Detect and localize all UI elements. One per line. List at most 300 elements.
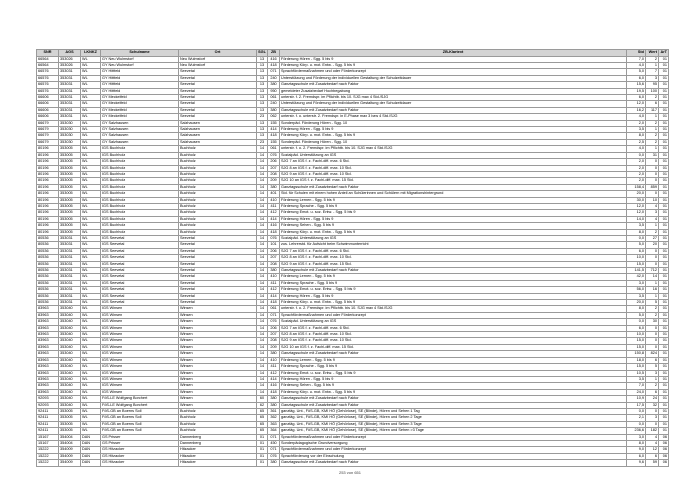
cell-sgl: 14 — [257, 300, 268, 306]
cell-lknkz: WL — [81, 351, 101, 357]
cell-snr: 80536 — [37, 274, 59, 280]
cell-zb-klartext: Sozialpäd. Unterstützung an IGS — [280, 152, 627, 158]
cell-sgl: 14 — [257, 287, 268, 293]
cell-lknkz: WL — [81, 383, 101, 389]
cell-zb-klartext: Förderung Lernen - Sgg. 5 bis 9 — [280, 197, 627, 203]
cell-ort: Winsen — [179, 357, 257, 363]
cell-ags: 353031 — [59, 101, 81, 107]
cell-schulname: GY Hittfeld — [101, 69, 179, 75]
cell-art: 01 — [659, 274, 669, 280]
cell-zb-klartext: Förderung Sprache - Sgg. 5 bis 9 — [280, 364, 627, 370]
cell-wert: 1 — [646, 223, 659, 229]
cell-snr: 66606 — [37, 107, 59, 113]
cell-ags: 353005 — [59, 171, 81, 177]
cell-wert: 32 — [646, 402, 659, 408]
cell-std: 15,0 — [627, 261, 646, 267]
cell-zb-klartext: Std. für Schulen mit einem hohen Anteil an Schülerinnen und Schülern mit Migrationshintergrund — [280, 191, 627, 197]
cell-sgl: 13 — [257, 88, 268, 94]
cell-snr: 15222 — [37, 460, 59, 466]
cell-lknkz: DAN — [81, 453, 101, 459]
cell-zb: 410 — [268, 357, 280, 363]
cell-std: 12,0 — [627, 101, 646, 107]
cell-art: 01 — [659, 88, 669, 94]
cell-std: 9,0 — [627, 447, 646, 453]
cell-wert: 0 — [646, 344, 659, 350]
cell-ags: 353026 — [59, 63, 81, 69]
cell-wert: 30 — [646, 319, 659, 325]
cell-ags: 353031 — [59, 280, 81, 286]
cell-ort: Buchholz — [179, 171, 257, 177]
cell-schulname: GY Meckelfeld — [101, 114, 179, 120]
cell-wert: 2 — [646, 120, 659, 126]
cell-snr: 92411 — [37, 421, 59, 427]
cell-snr: 66576 — [37, 75, 59, 81]
cell-art: 01 — [659, 171, 669, 177]
cell-ort: Seevetal — [179, 235, 257, 241]
cell-schulname: IGS Winsen — [101, 306, 179, 312]
cell-zb: 101 — [268, 242, 280, 248]
cell-schulname: IGS Buchholz — [101, 216, 179, 222]
cell-schulname: GY Meckelfeld — [101, 101, 179, 107]
cell-ags: 353031 — [59, 88, 81, 94]
cell-ort: Winsen — [179, 364, 257, 370]
cell-snr: 66576 — [37, 82, 59, 88]
cell-ags: 353031 — [59, 82, 81, 88]
cell-art: 01 — [659, 306, 669, 312]
cell-wert: 14 — [646, 274, 659, 280]
page-footer: 253 von 651 — [338, 470, 362, 475]
cell-wert: 2 — [646, 133, 659, 139]
cell-std: 10,0 — [627, 332, 646, 338]
cell-lknkz: WL — [81, 338, 101, 344]
cell-wert: 0 — [646, 338, 659, 344]
cell-wert: 4 — [646, 203, 659, 209]
cell-schulname: IGS Winsen — [101, 332, 179, 338]
cell-snr: 92093 — [37, 396, 59, 402]
cell-ags: 353031 — [59, 274, 81, 280]
cell-zb: 361 — [268, 408, 280, 414]
column-header-sgl: SGL — [258, 50, 266, 55]
cell-snr: 66679 — [37, 133, 59, 139]
cell-zb-klartext: SJG 8 an IGS f. z. Fachl-diff. max. 10 Std. — [280, 332, 627, 338]
cell-std: 2,5 — [627, 139, 646, 145]
cell-ort: Neu Wulmstorf — [179, 56, 257, 62]
cell-sgl: 14 — [257, 159, 268, 165]
cell-snr: 80196 — [37, 152, 59, 158]
cell-ort: Hitzacker — [179, 460, 257, 466]
cell-zb: 062 — [268, 114, 280, 120]
cell-zb: 380 — [268, 396, 280, 402]
cell-sgl: 14 — [257, 223, 268, 229]
cell-art: 01 — [659, 114, 669, 120]
cell-art: 01 — [659, 319, 669, 325]
cell-zb-klartext: Sonderpäd. Förderung Hören - Sgg. 10 — [280, 139, 627, 145]
cell-ort: Hitzacker — [179, 447, 257, 453]
cell-schulname: IGS Winsen — [101, 364, 179, 370]
cell-ags: 353005 — [59, 165, 81, 171]
cell-zb: 380 — [268, 184, 280, 190]
cell-ags: 353005 — [59, 178, 81, 184]
cell-zb-klartext: Sprachfördermaßnahmen und oder Förderkonzept — [280, 434, 627, 440]
cell-schulname: IGS Winsen — [101, 351, 179, 357]
cell-zb: 363 — [268, 421, 280, 427]
cell-lknkz: DAN — [81, 447, 101, 453]
cell-art: 01 — [659, 357, 669, 363]
cell-sgl: 13 — [257, 120, 268, 126]
cell-ort: Hitzacker — [179, 453, 257, 459]
cell-schulname: IGS Buchholz — [101, 159, 179, 165]
cell-sgl: 65 — [257, 421, 268, 427]
cell-ags: 353040 — [59, 396, 81, 402]
cell-wert: 0 — [646, 171, 659, 177]
cell-std: 9,6 — [627, 460, 646, 466]
cell-wert: 0 — [646, 178, 659, 184]
cell-std: 15,6 — [627, 82, 646, 88]
cell-ags: 353005 — [59, 191, 81, 197]
cell-art: 01 — [659, 107, 669, 113]
cell-zb: 416 — [268, 223, 280, 229]
cell-art: 01 — [659, 133, 669, 139]
cell-zb-klartext: Ganztagsschule mit Zusatzbedarf nach Faktor — [280, 396, 627, 402]
cell-ort: Seevetal — [179, 287, 257, 293]
cell-zb: 380 — [268, 268, 280, 274]
cell-zb-klartext: unterstr. f. o. 2. Fremdspr. im Pflichtb. bis 10. SJG max 4 Std./SJG — [280, 306, 627, 312]
cell-ags: 353040 — [59, 376, 81, 382]
cell-snr: 92411 — [37, 408, 59, 414]
cell-zb-klartext: Förderung Lernen - Sgg. 5 bis 9 — [280, 357, 627, 363]
cell-zb: 414 — [268, 127, 280, 133]
cell-ort: Buchholz — [179, 146, 257, 152]
cell-std: 12,0 — [627, 203, 646, 209]
cell-std: 10,9 — [627, 396, 646, 402]
cell-lknkz: WL — [81, 312, 101, 318]
cell-wert: 2 — [646, 312, 659, 318]
cell-sgl: 13 — [257, 75, 268, 81]
cell-zb-klartext: Ganztagsschule mit Zusatzbedarf nach Faktor — [280, 402, 627, 408]
cell-lknkz: WL — [81, 235, 101, 241]
cell-art: 01 — [659, 261, 669, 267]
cell-sgl: 65 — [257, 415, 268, 421]
cell-ort: Seevetal — [179, 268, 257, 274]
cell-ags: 353031 — [59, 69, 81, 75]
cell-std: 15,0 — [627, 338, 646, 344]
cell-wert: 12 — [646, 447, 659, 453]
cell-zb: 401 — [268, 191, 280, 197]
cell-ags: 353031 — [59, 107, 81, 113]
cell-ags: 353040 — [59, 351, 81, 357]
cell-zb: 380 — [268, 82, 280, 88]
cell-sgl: 14 — [257, 383, 268, 389]
cell-snr: 80196 — [37, 165, 59, 171]
cell-zb-klartext: Förderung Emot. u. soz. Entw. - Sgg. 5 bis 9 — [280, 210, 627, 216]
cell-ags: 353026 — [59, 56, 81, 62]
cell-zb: 207 — [268, 255, 280, 261]
cell-wert: 0 — [646, 165, 659, 171]
cell-std: 3,5 — [627, 127, 646, 133]
cell-zb: 412 — [268, 210, 280, 216]
cell-ags: 354009 — [59, 453, 81, 459]
cell-lknkz: WL — [81, 268, 101, 274]
cell-zb-klartext: Förderung Hören - Sgg. 5 bis 9 — [280, 56, 627, 62]
cell-sgl: 13 — [257, 56, 268, 62]
cell-ort: Winsen — [179, 319, 257, 325]
cell-wert: 10 — [646, 197, 659, 203]
cell-art: 01 — [659, 191, 669, 197]
cell-lknkz: WL — [81, 210, 101, 216]
cell-std: 0,0 — [627, 235, 646, 241]
cell-art: 06 — [659, 460, 669, 466]
cell-ort: Seevetal — [179, 242, 257, 248]
cell-ort: Winsen — [179, 383, 257, 389]
cell-art: 01 — [659, 383, 669, 389]
cell-schulname: IGS Seevetal — [101, 287, 179, 293]
cell-art: 01 — [659, 152, 669, 158]
table-row — [37, 460, 669, 466]
cell-sgl: 65 — [257, 408, 268, 414]
cell-ort: Winsen — [179, 338, 257, 344]
cell-sgl: 14 — [257, 312, 268, 318]
cell-ags: 353005 — [59, 408, 81, 414]
cell-std: 2,0 — [627, 159, 646, 165]
cell-ort: Dannenberg — [179, 434, 257, 440]
cell-std: 7,0 — [627, 56, 646, 62]
cell-wert: 5 — [646, 364, 659, 370]
cell-schulname: IGS Seevetal — [101, 248, 179, 254]
cell-schulname: IGS Winsen — [101, 389, 179, 395]
cell-snr: 66564 — [37, 63, 59, 69]
cell-zb-klartext: Förderung Körp. u. mot. Entw. - Sgg. 5 bis 9 — [280, 63, 627, 69]
cell-wert: 1 — [646, 127, 659, 133]
cell-std: 12,0 — [627, 210, 646, 216]
cell-zb-klartext: SJG 8 an IGS f. z. Fachl-diff. max. 10 Std. — [280, 165, 627, 171]
cell-sgl: 14 — [257, 248, 268, 254]
cell-art: 01 — [659, 344, 669, 350]
cell-zb: 414 — [268, 376, 280, 382]
cell-sgl: 13 — [257, 95, 268, 101]
cell-snr: 83963 — [37, 357, 59, 363]
cell-art: 01 — [659, 364, 669, 370]
cell-lknkz: WL — [81, 69, 101, 75]
cell-ort: Buchholz — [179, 159, 257, 165]
cell-wert: 24 — [646, 396, 659, 402]
cell-sgl: 14 — [257, 146, 268, 152]
cell-sgl: 14 — [257, 203, 268, 209]
cell-art: 01 — [659, 69, 669, 75]
cell-lknkz: WL — [81, 216, 101, 222]
cell-lknkz: WL — [81, 428, 101, 434]
cell-zb: 416 — [268, 56, 280, 62]
cell-wert: 0 — [646, 255, 659, 261]
cell-snr: 66679 — [37, 120, 59, 126]
cell-art: 01 — [659, 235, 669, 241]
cell-snr: 66606 — [37, 95, 59, 101]
cell-lknkz: WL — [81, 146, 101, 152]
cell-lknkz: WL — [81, 402, 101, 408]
cell-ags: 353031 — [59, 255, 81, 261]
cell-std: 30,0 — [627, 197, 646, 203]
cell-wert: 6 — [646, 357, 659, 363]
cell-art: 01 — [659, 396, 669, 402]
cell-zb: 418 — [268, 389, 280, 395]
cell-art: 06 — [659, 453, 669, 459]
cell-schulname: GY Hittfeld — [101, 75, 179, 81]
cell-lknkz: DAN — [81, 460, 101, 466]
cell-ags: 353040 — [59, 319, 81, 325]
cell-ort: Buchholz — [179, 178, 257, 184]
cell-std: 7,0 — [627, 383, 646, 389]
cell-wert: 3 — [646, 210, 659, 216]
cell-sgl: 01 — [257, 434, 268, 440]
cell-wert: 0 — [646, 159, 659, 165]
cell-sgl: 23 — [257, 139, 268, 145]
cell-ags: 353030 — [59, 120, 81, 126]
cell-art: 01 — [659, 165, 669, 171]
cell-std: 141,5 — [627, 268, 646, 274]
cell-std: 5,0 — [627, 312, 646, 318]
cell-zb: 208 — [268, 171, 280, 177]
cell-ags: 354009 — [59, 460, 81, 466]
cell-sgl: 65 — [257, 428, 268, 434]
cell-snr: 80536 — [37, 280, 59, 286]
cell-ags: 353040 — [59, 357, 81, 363]
cell-zb: 450 — [268, 440, 280, 446]
cell-art: 01 — [659, 216, 669, 222]
cell-ags: 353031 — [59, 268, 81, 274]
cell-snr: 83963 — [37, 364, 59, 370]
cell-zb-klartext: Sonderpäd. Förderung Hören - Sgg. 10 — [280, 120, 627, 126]
cell-zb: 076 — [268, 235, 280, 241]
cell-zb: 410 — [268, 274, 280, 280]
cell-snr: 66576 — [37, 88, 59, 94]
cell-schulname: IGS Buchholz — [101, 191, 179, 197]
cell-std: 6,0 — [627, 75, 646, 81]
cell-snr: 83963 — [37, 351, 59, 357]
cell-schulname: FöS-GB an Boerns Soll — [101, 421, 179, 427]
cell-sgl: 23 — [257, 114, 268, 120]
cell-lknkz: WL — [81, 287, 101, 293]
cell-art: 01 — [659, 248, 669, 254]
cell-schulname: IGS Winsen — [101, 319, 179, 325]
cell-zb: 380 — [268, 460, 280, 466]
cell-std: 8,0 — [627, 133, 646, 139]
cell-lknkz: WL — [81, 63, 101, 69]
cell-snr: 83963 — [37, 376, 59, 382]
cell-zb: 240 — [268, 75, 280, 81]
cell-zb-klartext: SJG 9 an IGS f. z. Fachl-diff. max. 10 Std. — [280, 171, 627, 177]
cell-wert: 6 — [646, 101, 659, 107]
cell-zb-klartext: ganztäg. Unt., FöS-GB, KMI HÖ (Gehörlose), SE (Blinde), Hören und Sehen 1 Tag — [280, 408, 627, 414]
cell-sgl: 14 — [257, 280, 268, 286]
cell-ags: 353005 — [59, 159, 81, 165]
cell-wert: 2 — [646, 306, 659, 312]
cell-wert: 3 — [646, 75, 659, 81]
cell-art: 06 — [659, 440, 669, 446]
cell-sgl: 14 — [257, 255, 268, 261]
cell-zb-klartext: Sprachfördermaßnahmen und oder Förderkonzept — [280, 312, 627, 318]
cell-art: 01 — [659, 63, 669, 69]
cell-wert: 1 — [646, 376, 659, 382]
cell-zb-klartext: Sprachfördermaßnahmen und oder Förderkonzept — [280, 447, 627, 453]
cell-art: 01 — [659, 210, 669, 216]
cell-sgl: 14 — [257, 171, 268, 177]
cell-std: 2,1 — [627, 415, 646, 421]
cell-schulname: IGS Buchholz — [101, 152, 179, 158]
cell-snr: 80196 — [37, 216, 59, 222]
cell-wert: 100 — [646, 88, 659, 94]
cell-ags: 353005 — [59, 428, 81, 434]
cell-schulname: GY Meckelfeld — [101, 107, 179, 113]
cell-schulname: IGS Buchholz — [101, 165, 179, 171]
cell-art: 01 — [659, 293, 669, 299]
cell-zb-klartext: Förderung Lernen - Sgg. 5 bis 9 — [280, 274, 627, 280]
cell-lknkz: WL — [81, 357, 101, 363]
cell-std: 2,0 — [627, 171, 646, 177]
cell-zb-klartext: Förderung Hören - Sgg. 5 bis 9 — [280, 293, 627, 299]
cell-sgl: 14 — [257, 357, 268, 363]
cell-sgl: 14 — [257, 191, 268, 197]
cell-lknkz: DAN — [81, 434, 101, 440]
cell-schulname: GY Hittfeld — [101, 82, 179, 88]
cell-schulname: GS Hitzacker — [101, 447, 179, 453]
cell-snr: 80196 — [37, 197, 59, 203]
cell-wert: 0 — [646, 191, 659, 197]
cell-zb: 418 — [268, 300, 280, 306]
cell-ort: Buchholz — [179, 415, 257, 421]
cell-snr: 83963 — [37, 389, 59, 395]
cell-ort: Salzhausen — [179, 133, 257, 139]
cell-std: 0,0 — [627, 421, 646, 427]
cell-art: 06 — [659, 434, 669, 440]
cell-schulname: IGS Winsen — [101, 312, 179, 318]
cell-ort: Winsen — [179, 351, 257, 357]
cell-zb-klartext: Sprachförderung vor der Einschulung — [280, 453, 627, 459]
cell-lknkz: WL — [81, 159, 101, 165]
cell-std: 3,5 — [627, 293, 646, 299]
cell-sgl: 13 — [257, 133, 268, 139]
cell-schulname: IGS Buchholz — [101, 146, 179, 152]
cell-std: 8,0 — [627, 229, 646, 235]
cell-ort: Salzhausen — [179, 120, 257, 126]
cell-art: 01 — [659, 56, 669, 62]
cell-lknkz: WL — [81, 319, 101, 325]
cell-lknkz: WL — [81, 107, 101, 113]
cell-ags: 353030 — [59, 127, 81, 133]
cell-ags: 353031 — [59, 242, 81, 248]
cell-zb: 076 — [268, 453, 280, 459]
column-header-zb: ZB — [268, 50, 280, 57]
cell-sgl: 14 — [257, 389, 268, 395]
cell-wert: 2 — [646, 95, 659, 101]
cell-wert: 0 — [646, 248, 659, 254]
cell-zb: 071 — [268, 434, 280, 440]
cell-ags: 353040 — [59, 370, 81, 376]
cell-schulname: GY Salzhausen — [101, 120, 179, 126]
cell-lknkz: WL — [81, 152, 101, 158]
cell-art: 01 — [659, 370, 669, 376]
cell-std: 4,0 — [627, 63, 646, 69]
cell-zb-klartext: Ganztagsschule mit Zusatzbedarf nach Faktor — [280, 184, 627, 190]
cell-ort: Winsen — [179, 325, 257, 331]
cell-std: 8,0 — [627, 306, 646, 312]
cell-sgl: 60 — [257, 396, 268, 402]
cell-ags: 353031 — [59, 300, 81, 306]
cell-schulname: FöS-GB an Boerns Soll — [101, 415, 179, 421]
cell-zb-klartext: Förderung Hören - Sgg. 5 bis 9 — [280, 127, 627, 133]
cell-snr: 80196 — [37, 223, 59, 229]
cell-snr: 80536 — [37, 287, 59, 293]
cell-lknkz: WL — [81, 184, 101, 190]
cell-snr: 66576 — [37, 69, 59, 75]
